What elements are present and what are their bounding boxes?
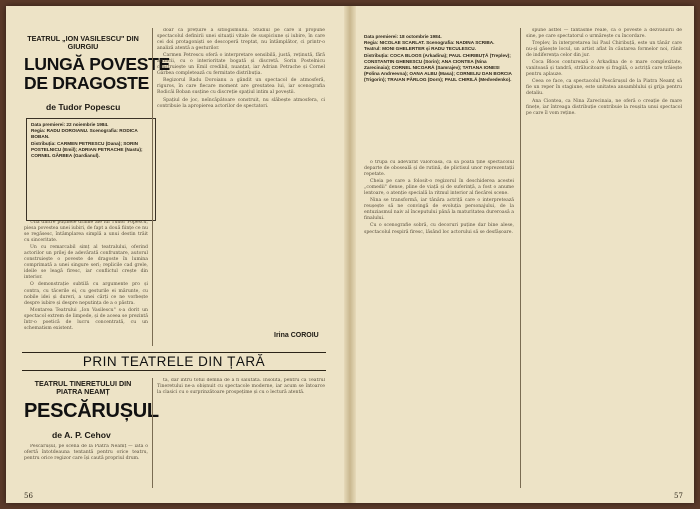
paragraph: Una dintre puținele drame ale lui Tudor Popescu, piesa povestea unei iubiri, de fapt a două ființe ce nu se regăsesc, întâmplarea simplă a unui destin trăit cu sinceritate. [24, 220, 148, 244]
paragraph: tă, dar intru totul demnă de a fi salutată. Insolită, pentru că Teatrul Tineretului ne-a obișnuit cu spectacole moderne, iar acum se întoarce la clasici cu o surprinzătoare prospețime și cu o lectură atentă. [157, 378, 325, 396]
article1-credits-box [26, 118, 156, 221]
article2-column-2 [157, 378, 325, 486]
paragraph: Treplev, în interpretarea lui Paul Chiribuță, este un tânăr care nu-și găsește locul, un artist aflat în căutarea formelor noi, rănit de indiferența celor din jur. [526, 41, 682, 59]
paragraph: spune astfel — fantasme reale, ca o poveste a dezvăluirii de sine, pe care spectatorul o urmărește cu încordare. [526, 28, 682, 40]
right-page [352, 6, 694, 503]
credits-line: Data premierei: 22 noiembrie 1984. [31, 122, 109, 127]
paragraph: Cheia pe care a folosit-o regizorul în deschiderea acestei „comedii" dense, pline de viață și de suferință, a fost o anume lentoare, o atenție specială la ritmul interior al fiecărei scene. [364, 179, 514, 197]
column-rule [152, 28, 153, 346]
credits-line: Distribuția: CARMEN PETRESCU (Dana); SORIN POSTELNICU (Emil); ADRIAN PETRACHE (Nastu); CORNEL GÂRBEA (Gardianul). [31, 140, 143, 159]
article2-credits-box [364, 34, 512, 152]
credits-line: Distribuția: COCA BLOOS (Arkadina); PAUL CHIRIBUȚĂ (Treplev); CONSTANTIN GHENESCU (Sorin); ANA CIONTEA (Nina Zarecinaia); CORNEL NICOARĂ (Samrajev); TATIANA IONESI (Polina Andreevna); OANA ALBU (Masa); CORNELIU DAN BORCIA (Trigorin); TRAIAN PÂRLOG (Dorn); PAUL CHIRILĂ (Medvedenko). [364, 52, 512, 83]
paragraph: O demonstrație subtilă cu argumente pro și contra, cu tăcerile ei, cu gesturile ei mărunte, cu nobile idei și dureri, a unei cărți ce ne vorbește despre iubire și despre neputința de a o păstra. [24, 282, 148, 306]
section-banner: PRIN TEATRELE DIN ȚARĂ [22, 352, 326, 371]
paragraph: o trupă cu adevărat valoroasă, ca să poată ține spectacolul departe de oboseală și de rutină, de plictisul unor reprezentații repetate. [364, 160, 514, 178]
paragraph: Spațiul de joc, neîncăpătoare construit, nu slăbește atmosfera, ci contribuie la apropierea actorilor de spectatori. [157, 97, 325, 109]
left-page [6, 6, 348, 503]
article2-kicker: TEATRUL TINERETULUI DIN PIATRA NEAMȚ [34, 379, 132, 396]
right-column-1 [364, 160, 514, 484]
right-column-2 [526, 28, 682, 486]
article1-headline-line2: DE DRAGOSTE [24, 73, 150, 93]
paragraph: Ceea ce face, ca spectacolul Pescărușul de la Piatra Neamț să fie un reper în stagiune, este unitatea ansamblului și grija pentru detaliu. [526, 79, 682, 97]
page-number-right: 57 [674, 492, 683, 500]
paragraph: Pescărușul, pe scena de la Piatra Neamț — iată o ofertă întotdeauna tentantă pentru orice teatru, pentru orice regizor care își caută propriul drum. [24, 444, 148, 462]
article1-signature: Irina COROIU [274, 332, 319, 339]
article2-headline: PESCĂRUȘUL [24, 400, 159, 422]
paragraph: Coca Bloos conturează o Arkadina de o mare complexitate, vanitoasă și tandră, strălucitoare și fragilă, o actriță care trăiește pentru aplauze. [526, 60, 682, 78]
article2-byline: de A. P. Cehov [52, 430, 111, 440]
article1-headline-line1: LUNGĂ POVESTE [24, 54, 170, 74]
credits-line: Data premierei: 18 octombrie 1984. [364, 34, 442, 39]
paragraph: doar ca prețuire a sitlogismului. Studiul pe care îl propune spectacolul definirii unei situații vitale de suspiciune și iubire, în care cei doi protagoniști se descoperă treptat, nu întâmplător, ci printr-o analiză atentă a gesturilor. [157, 28, 325, 52]
article2-column-1 [24, 444, 148, 484]
column-rule [520, 28, 521, 488]
credits-line: Regia: NICOLAE SCARLAT. Scenografia: NADINA SCRIBA. Teatrul: MONI GHELERTER și RADU TECULESCU. [364, 40, 495, 52]
paragraph: Carmen Petrescu oferă o interpretare sensibilă, justă, reținută, fără artificii, cu o interioritate bogată și discretă. Sorin Postelnicu construiește un Emil credibil, nuanțat, iar Adrian Petrache și Cornel Gârbea completează cu fermitate distribuția. [157, 53, 325, 77]
article1-byline: de Tudor Popescu [46, 102, 121, 112]
paragraph: Regizorul Radu Doroianu a gândit un spectacol de atmosferă, riguros, în care fiecare moment are greutatea lui, iar scenografia Rodicăi Boban susține cu discreție spațiul intim al poveștii. [157, 78, 325, 96]
magazine-spread [6, 6, 694, 503]
paragraph: Montarea Teatrului „Ion Vasilescu" s-a dorit un spectacol extrem de limpede, și de aceea se prezintă într-o poetică de lucru concentrată, cu un schematism existent. [24, 307, 148, 331]
article1-kicker: TEATRUL „ION VASILESCU" DIN GIURGIU [27, 34, 139, 51]
column-rule [152, 378, 153, 488]
article1-column-2 [157, 28, 325, 328]
credits-line: Regia: RADU DOROIANU. Scenografia: RODICA BOBAN. [31, 128, 138, 140]
page-number-left: 56 [24, 492, 33, 500]
paragraph: Cu o scenografie sobră, cu decoruri puține dar bine alese, spectacolul respiră firesc, lăsând loc actorului să se desfășoare. [364, 223, 514, 235]
paragraph: Ana Ciontea, ca Nina Zarecinaia, ne oferă o creație de mare finețe, iar întreaga distribuție contribuie la reușita unui spectacol pe care îl vom reține. [526, 98, 682, 116]
paragraph: Nina se transformă, iar tânăra actriță care o interpretează reușește să ne convingă de evoluția personajului, de la entuziasmul naiv al începutului până la maturitatea dureroasă a finalului. [364, 198, 514, 222]
paragraph: Un cu remarcabil simț al teatralului, oferind actorilor un prilej de adevărată confruntare, autorul construiește o poveste de dragoste în lumina comprimată a unei singure seri; replicile cad grele, ideile se leagă firesc, iar conflictul crește din interior. [24, 245, 148, 281]
article1-column-1 [24, 220, 148, 344]
